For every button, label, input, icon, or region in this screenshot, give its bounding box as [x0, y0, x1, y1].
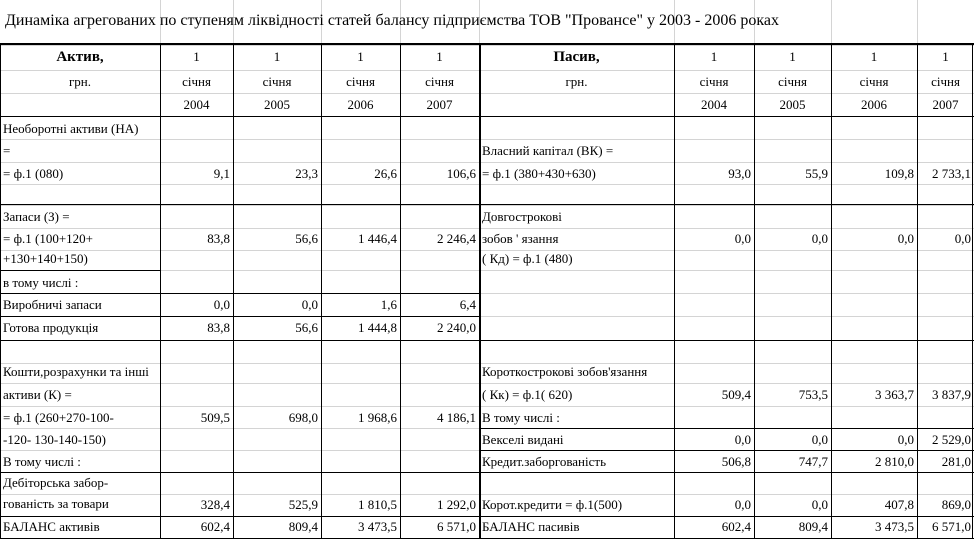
- raw-materials-value-2007[interactable]: 6,4: [459, 297, 476, 312]
- header-day[interactable]: 1: [436, 49, 443, 64]
- grid-line: [400, 43, 401, 539]
- header-year-2005[interactable]: 2005: [779, 97, 806, 112]
- header-month[interactable]: січня: [425, 74, 454, 89]
- na-value-2006[interactable]: 26,6: [374, 166, 397, 181]
- grid-line: [674, 43, 675, 539]
- grid-line: [831, 43, 832, 539]
- asset-unit[interactable]: грн.: [68, 74, 92, 89]
- kk-value-2005[interactable]: 753,5: [798, 387, 828, 402]
- creditors-value-2007[interactable]: 281,0: [941, 454, 971, 469]
- k-formula-1[interactable]: = ф.1 (260+270-100-: [3, 410, 114, 425]
- bills-label[interactable]: Векселі видані: [482, 432, 564, 447]
- header-month[interactable]: січня: [931, 74, 960, 89]
- liability-balance-value-2007[interactable]: 6 571,0: [932, 519, 971, 534]
- grid-line: [0, 340, 974, 341]
- na-value-2007[interactable]: 106,6: [446, 166, 476, 181]
- na-label-eq[interactable]: =: [3, 143, 11, 158]
- liability-header[interactable]: Пасив,: [553, 49, 600, 65]
- including-label-3[interactable]: В тому числі :: [482, 410, 560, 425]
- table-title: Динаміка агрегованих по ступеням ліквідності статей балансу підприємства ТОВ "Провансе" у 2003 - 2006 роках: [5, 12, 779, 29]
- asset-balance-label[interactable]: БАЛАНС активів: [3, 519, 100, 534]
- kk-value-2007[interactable]: 3 837,9: [932, 387, 971, 402]
- k-value-2006[interactable]: 1 968,6: [358, 410, 397, 425]
- including-label-2[interactable]: В тому числі :: [3, 454, 81, 469]
- k-formula-2[interactable]: -120- 130-140-150): [3, 432, 106, 447]
- kd-label-1[interactable]: Довгострокові: [482, 209, 562, 224]
- vk-formula[interactable]: = ф.1 (380+430+630): [482, 166, 596, 181]
- header-year-2007[interactable]: 2007: [932, 97, 959, 112]
- bills-value-2004[interactable]: 0,0: [734, 432, 751, 447]
- grid-line: [0, 472, 479, 473]
- raw-materials-value-2005[interactable]: 0,0: [301, 297, 318, 312]
- z-value-2007[interactable]: 2 246,4: [437, 231, 476, 246]
- liability-balance-value-2006[interactable]: 3 473,5: [875, 519, 914, 534]
- finished-goods-value-2007[interactable]: 2 240,0: [437, 320, 476, 335]
- asset-balance-value-2006[interactable]: 3 473,5: [358, 519, 397, 534]
- grid-line: [0, 116, 974, 117]
- bills-value-2007[interactable]: 2 529,0: [932, 432, 971, 447]
- k-value-2004[interactable]: 509,5: [200, 410, 230, 425]
- header-month[interactable]: січня: [262, 74, 292, 89]
- header-day[interactable]: 1: [710, 49, 718, 64]
- z-label[interactable]: Запаси (З) =: [3, 209, 70, 224]
- header-day[interactable]: 1: [273, 49, 281, 64]
- grid-line: [0, 293, 479, 294]
- header-year-2005[interactable]: 2005: [264, 97, 290, 112]
- kd-label-2[interactable]: зобов ' язання: [482, 231, 559, 246]
- vk-value-2004[interactable]: 93,0: [728, 166, 751, 181]
- z-formula-2[interactable]: +130+140+150): [3, 251, 88, 266]
- finished-goods-label[interactable]: Готова продукція: [3, 320, 99, 335]
- na-value-2005[interactable]: 23,3: [295, 166, 318, 181]
- kd-value-2006[interactable]: 0,0: [897, 231, 914, 246]
- header-day[interactable]: 1: [193, 49, 200, 64]
- grid-line: [754, 43, 755, 539]
- creditors-label[interactable]: Кредит.заборгованість: [482, 454, 607, 469]
- z-value-2004[interactable]: 83,8: [207, 231, 230, 246]
- liability-balance-label[interactable]: БАЛАНС пасивів: [482, 519, 580, 534]
- na-label[interactable]: Необоротні активи (НА): [3, 121, 139, 136]
- grid-line: [321, 43, 322, 539]
- short-loans-label[interactable]: Корот.кредити = ф.1(500): [482, 497, 623, 512]
- asset-balance-value-2005[interactable]: 809,4: [288, 519, 318, 534]
- z-value-2005[interactable]: 56,6: [295, 231, 318, 246]
- short-loans-value-2005[interactable]: 0,0: [811, 497, 828, 512]
- vk-value-2007[interactable]: 2 733,1: [932, 166, 971, 181]
- kd-value-2007[interactable]: 0,0: [954, 231, 971, 246]
- k-value-2007[interactable]: 4 186,1: [437, 410, 476, 425]
- receivables-label-2[interactable]: гованість за товари: [3, 496, 109, 511]
- header-month[interactable]: січня: [778, 74, 807, 89]
- creditors-value-2004[interactable]: 506,8: [721, 454, 751, 469]
- including-label-1[interactable]: в тому числі :: [3, 275, 79, 290]
- receivables-value-2006[interactable]: 1 810,5: [358, 497, 397, 512]
- receivables-value-2007[interactable]: 1 292,0: [437, 497, 476, 512]
- grid-line: [0, 204, 974, 205]
- kd-value-2004[interactable]: 0,0: [734, 231, 751, 246]
- k-label[interactable]: Кошти,розрахунки та інші: [3, 364, 149, 379]
- raw-materials-value-2006[interactable]: 1,6: [380, 297, 397, 312]
- short-loans-value-2007[interactable]: 869,0: [941, 497, 971, 512]
- liability-balance-value-2004[interactable]: 602,4: [721, 519, 751, 534]
- header-year-2006[interactable]: 2006: [861, 97, 887, 112]
- vk-value-2005[interactable]: 55,9: [805, 166, 828, 181]
- asset-header[interactable]: Актив,: [56, 49, 104, 65]
- creditors-value-2005[interactable]: 747,7: [798, 454, 828, 469]
- receivables-label-1[interactable]: Дебіторська забор-: [3, 475, 109, 490]
- grid-line: [0, 316, 479, 317]
- kk-value-2004[interactable]: 509,4: [721, 387, 751, 402]
- raw-materials-label[interactable]: Виробничі запаси: [3, 297, 102, 312]
- finished-goods-value-2004[interactable]: 83,8: [207, 320, 230, 335]
- header-month[interactable]: січня: [859, 74, 889, 89]
- header-year-2004[interactable]: 2004: [183, 97, 210, 112]
- header-month[interactable]: січня: [182, 74, 211, 89]
- header-year-2007[interactable]: 2007: [426, 97, 453, 112]
- finished-goods-value-2006[interactable]: 1 444,8: [358, 320, 397, 335]
- bills-value-2006[interactable]: 0,0: [897, 432, 914, 447]
- grid-line: [0, 270, 160, 271]
- asset-balance-value-2004[interactable]: 602,4: [200, 519, 230, 534]
- grid-line: [972, 43, 973, 539]
- asset-balance-value-2007[interactable]: 6 571,0: [437, 519, 476, 534]
- z-value-2006[interactable]: 1 446,4: [358, 231, 397, 246]
- liability-balance-value-2005[interactable]: 809,4: [798, 519, 828, 534]
- header-day[interactable]: 1: [789, 49, 796, 64]
- header-year-2004[interactable]: 2004: [701, 97, 727, 112]
- raw-materials-value-2004[interactable]: 0,0: [213, 297, 230, 312]
- grid-line: [233, 43, 234, 539]
- header-day[interactable]: 1: [870, 49, 878, 64]
- kk-formula[interactable]: ( Кк) = ф.1( 620): [482, 387, 573, 402]
- kk-label[interactable]: Короткострокові зобов'язання: [482, 364, 648, 379]
- grid-line: [479, 428, 974, 429]
- bills-value-2005[interactable]: 0,0: [811, 432, 828, 447]
- z-formula-1[interactable]: = ф.1 (100+120+: [3, 231, 93, 246]
- vk-label[interactable]: Власний капітал (ВК) =: [482, 143, 614, 158]
- creditors-value-2006[interactable]: 2 810,0: [875, 454, 914, 469]
- header-day[interactable]: 1: [357, 49, 364, 64]
- grid-line: [917, 43, 918, 539]
- grid-line: [0, 43, 974, 45]
- header-month[interactable]: січня: [346, 74, 375, 89]
- grid-line: [160, 43, 161, 539]
- finished-goods-value-2005[interactable]: 56,6: [295, 320, 318, 335]
- header-year-2006[interactable]: 2006: [347, 97, 374, 112]
- k-value-2005[interactable]: 698,0: [288, 410, 318, 425]
- vk-value-2006[interactable]: 109,8: [884, 166, 914, 181]
- na-value-2004[interactable]: 9,1: [213, 166, 230, 181]
- grid-line: [479, 472, 974, 473]
- kd-value-2005[interactable]: 0,0: [811, 231, 828, 246]
- na-formula[interactable]: = ф.1 (080): [3, 166, 64, 181]
- liability-unit[interactable]: грн.: [565, 74, 588, 89]
- grid-line: [479, 43, 481, 539]
- grid-line: [479, 450, 974, 451]
- receivables-value-2005[interactable]: 525,9: [288, 497, 318, 512]
- header-day[interactable]: 1: [942, 49, 949, 64]
- kd-formula[interactable]: ( Кд) = ф.1 (480): [482, 251, 573, 266]
- grid-line: [0, 516, 974, 517]
- k-label-2[interactable]: активи (К) =: [3, 387, 72, 402]
- short-loans-value-2006[interactable]: 407,8: [884, 497, 914, 512]
- header-month[interactable]: січня: [699, 74, 729, 89]
- kk-value-2006[interactable]: 3 363,7: [875, 387, 914, 402]
- receivables-value-2004[interactable]: 328,4: [200, 497, 230, 512]
- grid-line: [0, 43, 1, 539]
- short-loans-value-2004[interactable]: 0,0: [734, 497, 751, 512]
